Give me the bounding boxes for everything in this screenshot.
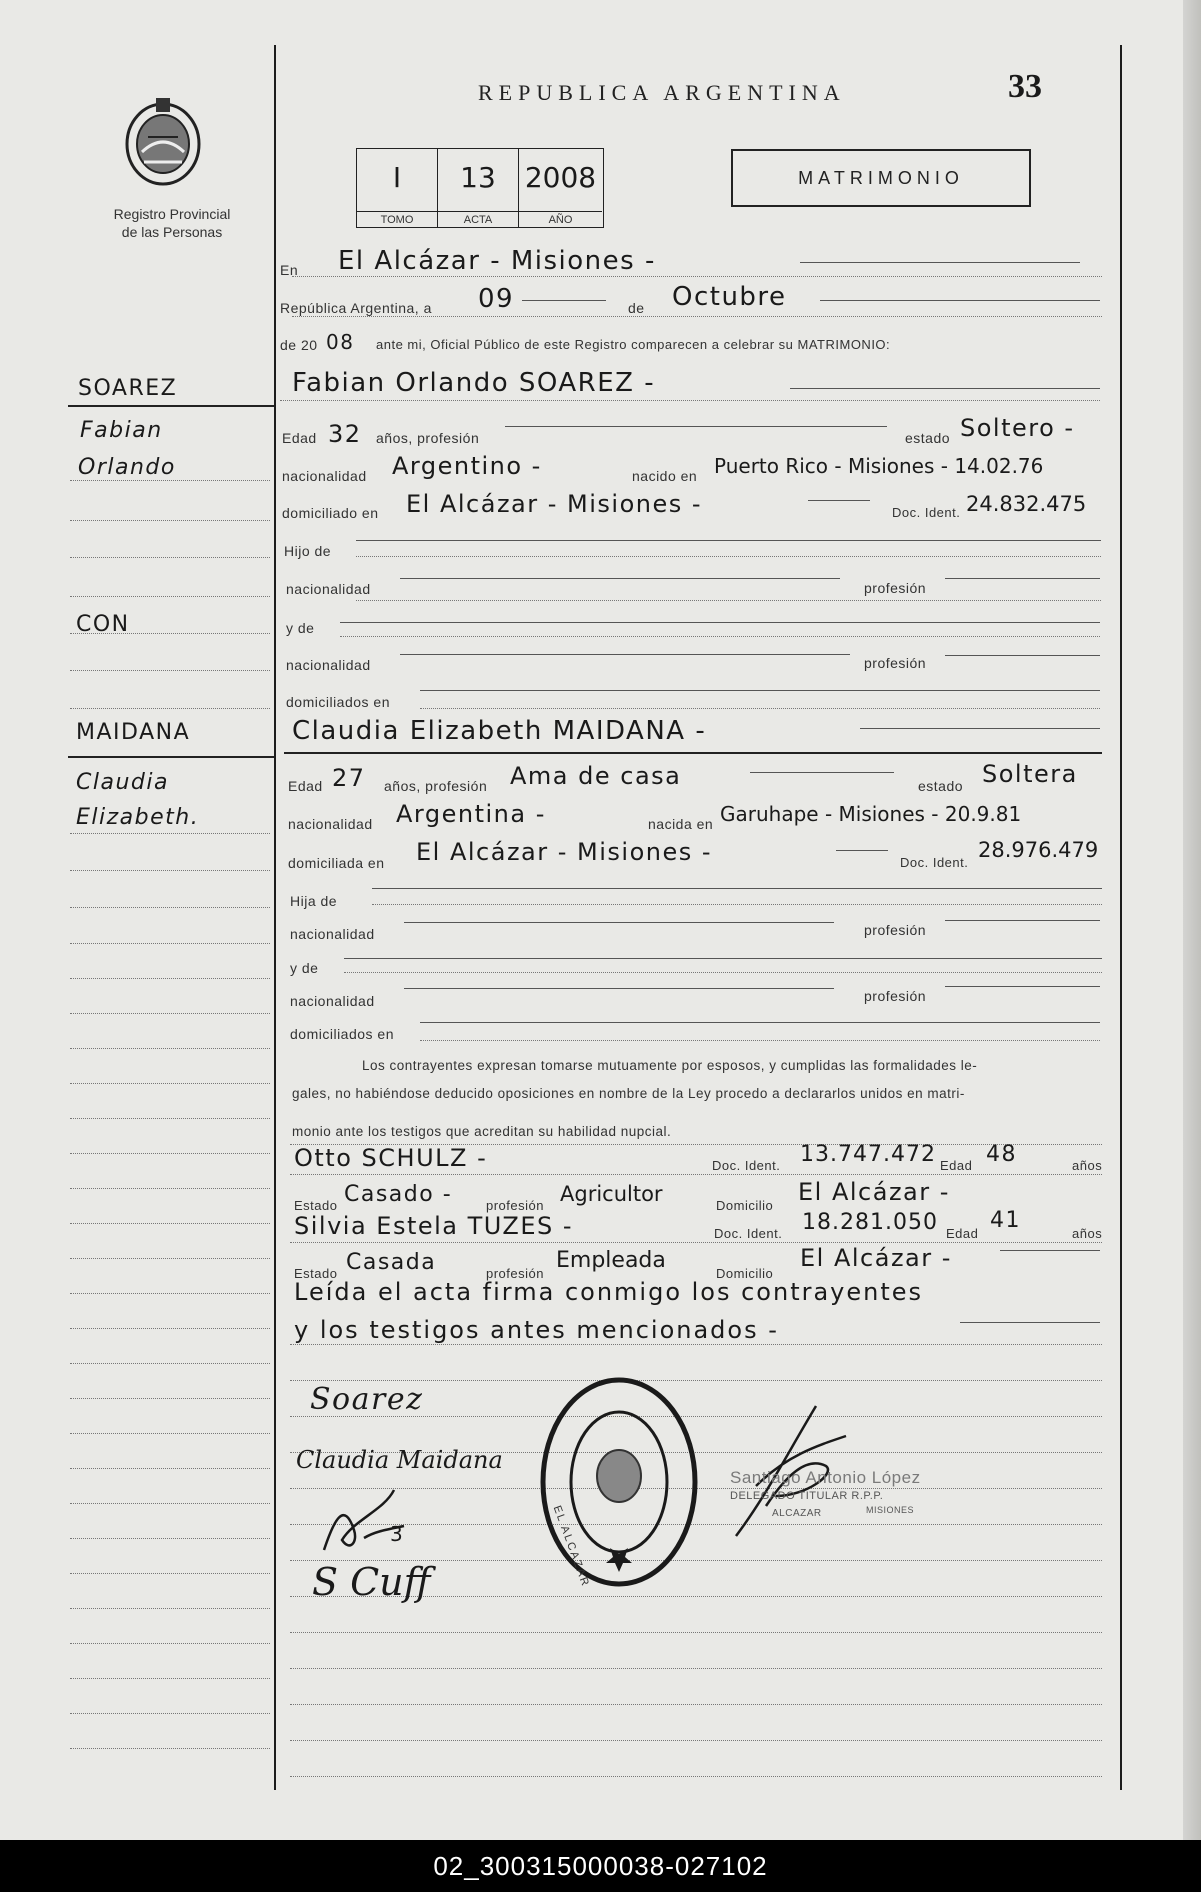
fill-line xyxy=(372,888,1102,889)
bride-age: 27 xyxy=(332,764,366,792)
statement-line-2: gales, no habiéndose deducido oposiciones en nombre de la Ley procedo a declararlos unidos en matri- xyxy=(292,1086,965,1101)
witness2-doc-label: Doc. Ident. xyxy=(714,1226,783,1241)
fill-line xyxy=(860,728,1100,729)
closing-line-2: y los testigos antes mencionados - xyxy=(294,1316,779,1344)
document-code: 02_300315000038-027102 xyxy=(433,1851,768,1881)
groom-prof2-label: profesión xyxy=(864,655,927,671)
bride-edad-label: Edad xyxy=(288,778,323,794)
signature-witness1 xyxy=(314,1480,424,1560)
witness1-domicilio-label: Domicilio xyxy=(716,1198,774,1213)
fill-line xyxy=(400,654,850,655)
fill-line xyxy=(420,1022,1100,1023)
official-place: ALCAZAR xyxy=(772,1508,822,1519)
margin-bride-surname: MAIDANA xyxy=(76,720,191,745)
signature-witness2: S Cuff xyxy=(312,1560,431,1604)
fill-line xyxy=(800,262,1080,263)
ruled-line xyxy=(344,972,1102,973)
ruled-line xyxy=(372,904,1102,905)
groom-nac2-label: nacionalidad xyxy=(286,657,371,673)
groom-age: 32 xyxy=(328,420,362,448)
bride-estado: Soltera xyxy=(982,760,1078,788)
bride-nacionalidad: Argentina - xyxy=(396,800,546,828)
anio-value: 2008 xyxy=(524,161,597,194)
anio-label: AÑO xyxy=(519,211,602,228)
fill-line xyxy=(404,922,834,923)
bride-doc-label: Doc. Ident. xyxy=(900,855,969,870)
fill-line xyxy=(790,388,1100,389)
fill-line xyxy=(404,988,834,989)
groom-nacido-label: nacido en xyxy=(632,468,698,484)
groom-full-name: Fabian Orlando SOAREZ - xyxy=(292,368,656,398)
witness1-domicilio: El Alcázar - xyxy=(798,1178,950,1206)
ruled-line xyxy=(420,1040,1100,1041)
margin-groom-surname: SOAREZ xyxy=(78,376,178,401)
bride-nac1-label: nacionalidad xyxy=(290,926,375,942)
margin-con: CON xyxy=(76,612,130,637)
statement-line-3: monio ante los testigos que acreditan su habilidad nupcial. xyxy=(292,1124,672,1139)
margin-groom-given2: Orlando xyxy=(78,455,176,480)
bride-prof1-label: profesión xyxy=(864,922,927,938)
groom-nacionalidad-label: nacionalidad xyxy=(282,468,367,484)
bride-hija-label: Hija de xyxy=(290,893,338,909)
marriage-place: El Alcázar - Misiones - xyxy=(338,246,656,276)
acta-label: ACTA xyxy=(438,211,519,228)
registry-name xyxy=(82,205,262,241)
margin-bride-given1: Claudia xyxy=(76,770,169,795)
witness2-domicilio: El Alcázar - xyxy=(800,1244,952,1272)
acta-value: 13 xyxy=(438,149,519,211)
groom-yde-label: y de xyxy=(286,620,315,636)
registry-line-2: de las Personas xyxy=(121,224,223,240)
witness1-age: 48 xyxy=(986,1142,1017,1167)
stamp-center-text: EL ALCAZAR xyxy=(550,1504,592,1590)
official-province: MISIONES xyxy=(866,1505,915,1515)
groom-domicilio: El Alcázar - Misiones - xyxy=(406,490,703,518)
marriage-day: 09 xyxy=(478,284,515,314)
groom-anios-label: años, profesión xyxy=(376,430,480,446)
page-number: 33 xyxy=(1008,68,1042,105)
witness2-profesion: Empleada xyxy=(556,1248,666,1273)
witness2-domicilio-label: Domicilio xyxy=(716,1266,774,1281)
fill-line xyxy=(750,772,894,773)
ante-text: ante mi, Oficial Público de este Registro comparecen a celebrar su MATRIMONIO: xyxy=(376,337,891,352)
margin-groom-given1: Fabian xyxy=(80,418,163,443)
bride-nacionalidad-label: nacionalidad xyxy=(288,816,373,832)
witness2-edad-label: Edad xyxy=(946,1226,979,1241)
groom-nacionalidad: Argentino - xyxy=(392,452,542,480)
fill-line xyxy=(945,578,1100,579)
bride-anios-label: años, profesión xyxy=(384,778,488,794)
bride-full-name: Claudia Elizabeth MAIDANA - xyxy=(292,716,707,746)
bride-domiciliados-label: domiciliados en xyxy=(290,1026,394,1042)
witness1-doc-label: Doc. Ident. xyxy=(712,1158,781,1173)
record-id-box xyxy=(356,148,604,228)
bride-doc: 28.976.479 xyxy=(978,838,1099,862)
tomo-value: I xyxy=(357,149,438,211)
provincial-emblem-icon xyxy=(118,92,208,190)
ruled-line xyxy=(280,400,1100,401)
witness2-estado-label: Estado xyxy=(294,1266,338,1281)
fill-line xyxy=(836,850,888,851)
groom-prof1-label: profesión xyxy=(864,580,927,596)
signature-groom: Soarez xyxy=(310,1382,424,1417)
groom-domiciliado-label: domiciliado en xyxy=(282,505,379,521)
right-border xyxy=(1120,45,1122,1790)
fill-line xyxy=(945,986,1100,987)
fill-line xyxy=(400,578,840,579)
official-name: Santiago Antonio López xyxy=(730,1468,921,1487)
witness1-profesion-label: profesión xyxy=(486,1198,544,1213)
closing-line-1: Leída el acta firma conmigo los contrayentes xyxy=(294,1278,924,1306)
registry-line-1: Registro Provincial xyxy=(113,206,231,222)
year-suffix: 08 xyxy=(326,330,355,354)
republica-label: República Argentina, a xyxy=(280,300,432,316)
margin-rule xyxy=(68,756,274,758)
fill-line xyxy=(356,540,1101,541)
witness2-name: Silvia Estela TUZES - xyxy=(294,1212,574,1240)
bride-profesion: Ama de casa xyxy=(510,762,682,790)
groom-doc-label: Doc. Ident. xyxy=(892,505,961,520)
ruled-line xyxy=(356,600,1101,601)
witness1-mark: 3 xyxy=(390,1522,405,1546)
ruled-line xyxy=(290,1174,1102,1175)
groom-edad-label: Edad xyxy=(282,430,317,446)
signature-bride: Claudia Maidana xyxy=(296,1446,503,1474)
official-title: DELEGADO TITULAR R.P.P. xyxy=(730,1490,884,1502)
witness2-estado: Casada xyxy=(346,1250,437,1275)
fill-line xyxy=(340,622,1100,623)
witness2-age: 41 xyxy=(990,1208,1021,1233)
fill-line xyxy=(420,690,1100,691)
year-prefix: de 20 xyxy=(280,337,318,353)
fill-line xyxy=(522,300,606,301)
witness1-edad-label: Edad xyxy=(940,1158,973,1173)
bride-domicilio: El Alcázar - Misiones - xyxy=(416,838,713,866)
fill-line xyxy=(505,426,887,427)
margin-divider xyxy=(274,45,276,1790)
groom-nac1-label: nacionalidad xyxy=(286,581,371,597)
statement-line-1: Los contrayentes expresan tomarse mutuamente por esposos, y cumplidas las formalidades le- xyxy=(362,1058,978,1073)
ruled-line xyxy=(340,636,1100,637)
page-edge xyxy=(1183,0,1201,1840)
margin-rule xyxy=(68,405,274,407)
witness2-anios-label: años xyxy=(1072,1226,1103,1241)
bride-nacida-label: nacida en xyxy=(648,816,714,832)
ruled-line xyxy=(292,316,1102,317)
fill-line xyxy=(820,300,1100,301)
en-label: En xyxy=(280,262,299,278)
witness2-profesion-label: profesión xyxy=(486,1266,544,1281)
witness1-doc: 13.747.472 xyxy=(800,1142,936,1167)
bride-nac2-label: nacionalidad xyxy=(290,993,375,1009)
fill-line xyxy=(808,500,870,501)
tomo-label: TOMO xyxy=(357,211,438,228)
witness1-name: Otto SCHULZ - xyxy=(294,1144,488,1172)
witness2-doc: 18.281.050 xyxy=(802,1210,938,1235)
witness1-anios-label: años xyxy=(1072,1158,1103,1173)
country-title: REPUBLICA ARGENTINA xyxy=(478,80,846,105)
margin-bride-given2: Elizabeth. xyxy=(76,805,200,830)
groom-estado-label: estado xyxy=(905,430,951,446)
bride-birthplace: Garuhape - Misiones - 20.9.81 xyxy=(720,802,1022,826)
bride-estado-label: estado xyxy=(918,778,964,794)
fill-line xyxy=(945,920,1100,921)
bride-domiciliada-label: domiciliada en xyxy=(288,855,385,871)
groom-birthplace: Puerto Rico - Misiones - 14.02.76 xyxy=(714,454,1044,478)
bride-yde-label: y de xyxy=(290,960,319,976)
ruled-line xyxy=(420,708,1100,709)
fill-line xyxy=(344,958,1102,959)
witness1-estado: Casado - xyxy=(344,1182,453,1207)
fill-line xyxy=(960,1322,1100,1323)
marriage-month: Octubre xyxy=(672,282,787,312)
fill-line xyxy=(945,655,1100,656)
ruled-line xyxy=(292,276,1102,277)
groom-estado: Soltero - xyxy=(960,414,1075,442)
witness1-estado-label: Estado xyxy=(294,1198,338,1213)
ruled-line xyxy=(356,556,1101,557)
groom-doc: 24.832.475 xyxy=(966,492,1087,516)
fill-line xyxy=(1000,1250,1100,1251)
groom-domiciliados-label: domiciliados en xyxy=(286,694,390,710)
witness1-profesion: Agricultor xyxy=(560,1182,663,1206)
document-type-box: MATRIMONIO xyxy=(731,149,1031,207)
ruled-line xyxy=(290,1242,1102,1243)
bride-prof2-label: profesión xyxy=(864,988,927,1004)
de-label: de xyxy=(628,300,645,316)
groom-hijo-label: Hijo de xyxy=(284,543,332,559)
section-rule xyxy=(284,752,1102,754)
